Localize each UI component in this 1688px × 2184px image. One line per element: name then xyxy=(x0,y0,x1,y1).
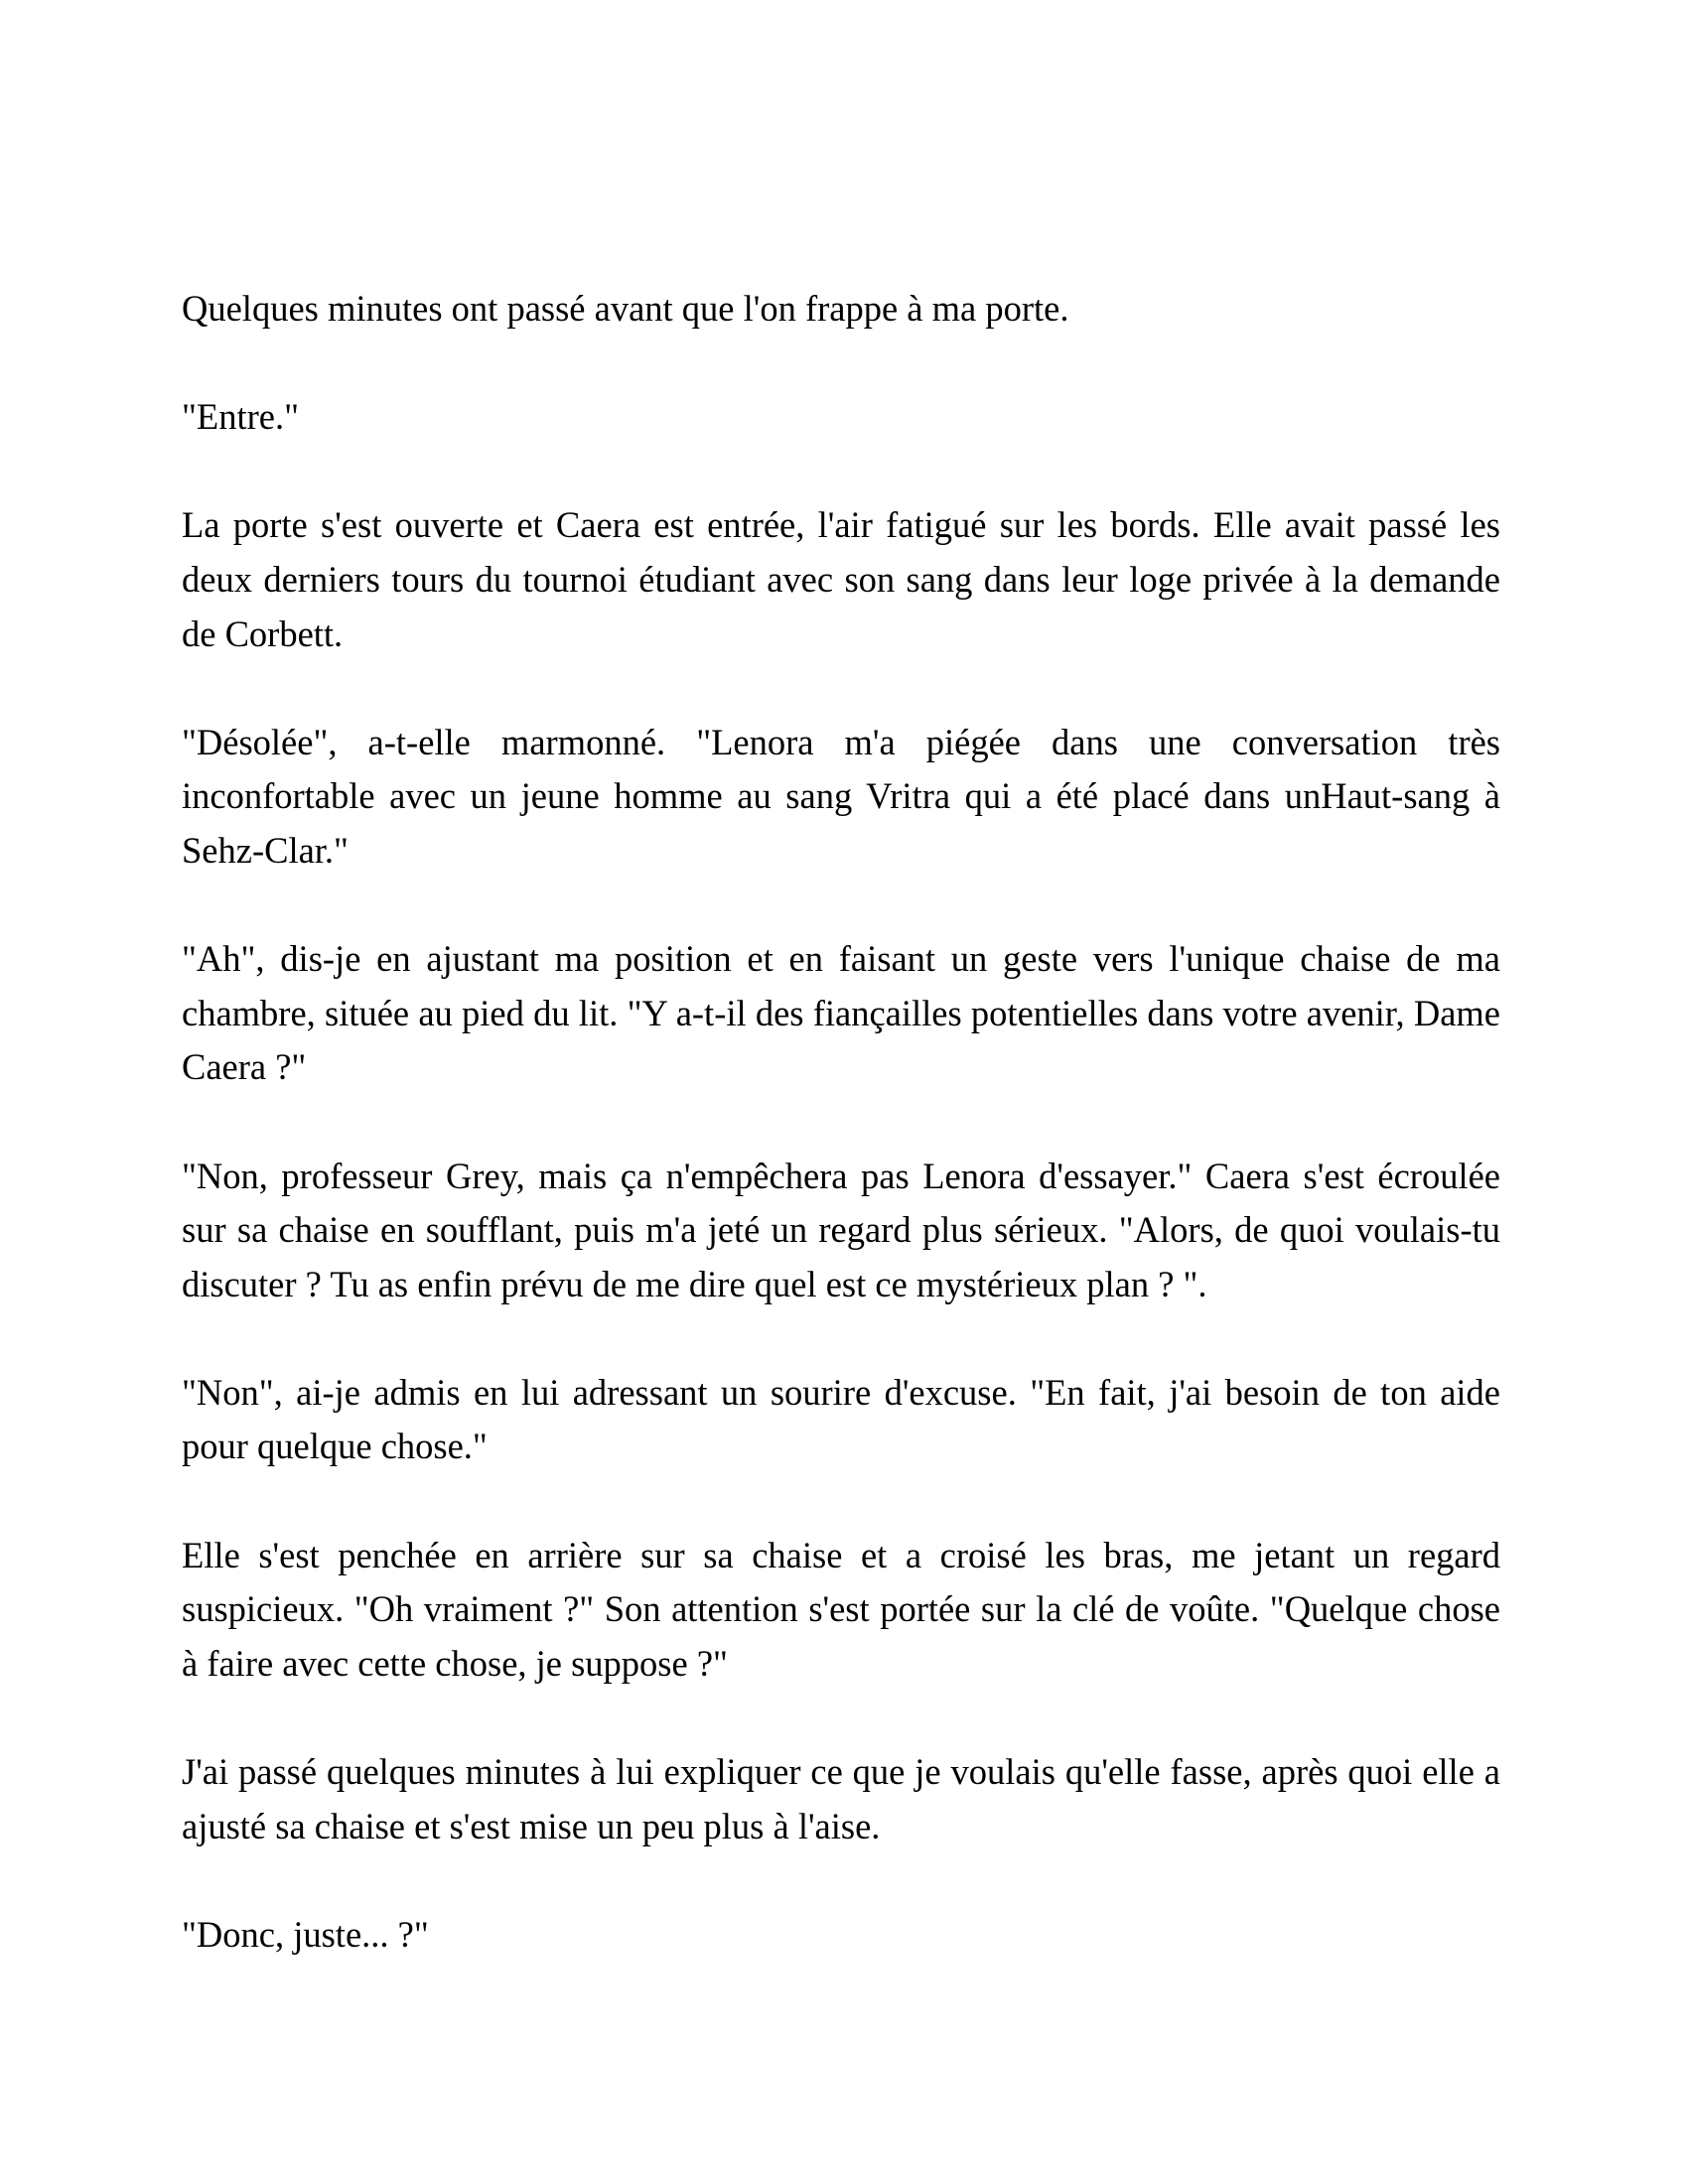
paragraph-7: "Non", ai-je admis en lui adressant un sourire d'excuse. "En fait, j'ai besoin de ton aide pour quelque chose." xyxy=(182,1371,1500,1467)
paragraph-4: "Désolée", a-t-elle marmonné. "Lenora m'a piégée dans une conversation très inconfortable avec un jeune homme au sang Vritra qui a été placé dans unHaut-sang à Sehz-Clar." xyxy=(182,721,1500,871)
paragraph-6: "Non, professeur Grey, mais ça n'empêchera pas Lenora d'essayer." Caera s'est écroulée sur sa chaise en soufflant, puis m'a jeté un regard plus sérieux. "Alors, de quoi voulais-tu discuter ? Tu as enfin prévu de me dire quel est ce mystérieux plan ? ". xyxy=(182,1155,1500,1304)
paragraph-5: "Ah", dis-je en ajustant ma position et en faisant un geste vers l'unique chaise de ma chambre, située au pied du lit. "Y a-t-il des fiançailles potentielles dans votre avenir, Dame Caera ?" xyxy=(182,938,1500,1088)
paragraph-1: Quelques minutes ont passé avant que l'on frappe à ma porte. xyxy=(182,288,1069,329)
paragraph-2: "Entre." xyxy=(182,396,299,438)
paragraph-3: La porte s'est ouverte et Caera est entrée, l'air fatigué sur les bords. Elle avait passé les deux derniers tours du tournoi étudiant avec son sang dans leur loge privée à la demande de Corbett. xyxy=(182,504,1500,654)
paragraph-9: J'ai passé quelques minutes à lui expliquer ce que je voulais qu'elle fasse, après quoi elle a ajusté sa chaise et s'est mise un peu plus à l'aise. xyxy=(182,1751,1500,1846)
paragraph-8: Elle s'est penchée en arrière sur sa chaise et a croisé les bras, me jetant un regard suspicieux. "Oh vraiment ?" Son attention s'est portée sur la clé de voûte. "Quelque chose à faire avec cette chose, je suppose ?" xyxy=(182,1534,1500,1684)
document-page xyxy=(182,282,1500,2016)
paragraph-10: "Donc, juste... ?" xyxy=(182,1913,429,1955)
